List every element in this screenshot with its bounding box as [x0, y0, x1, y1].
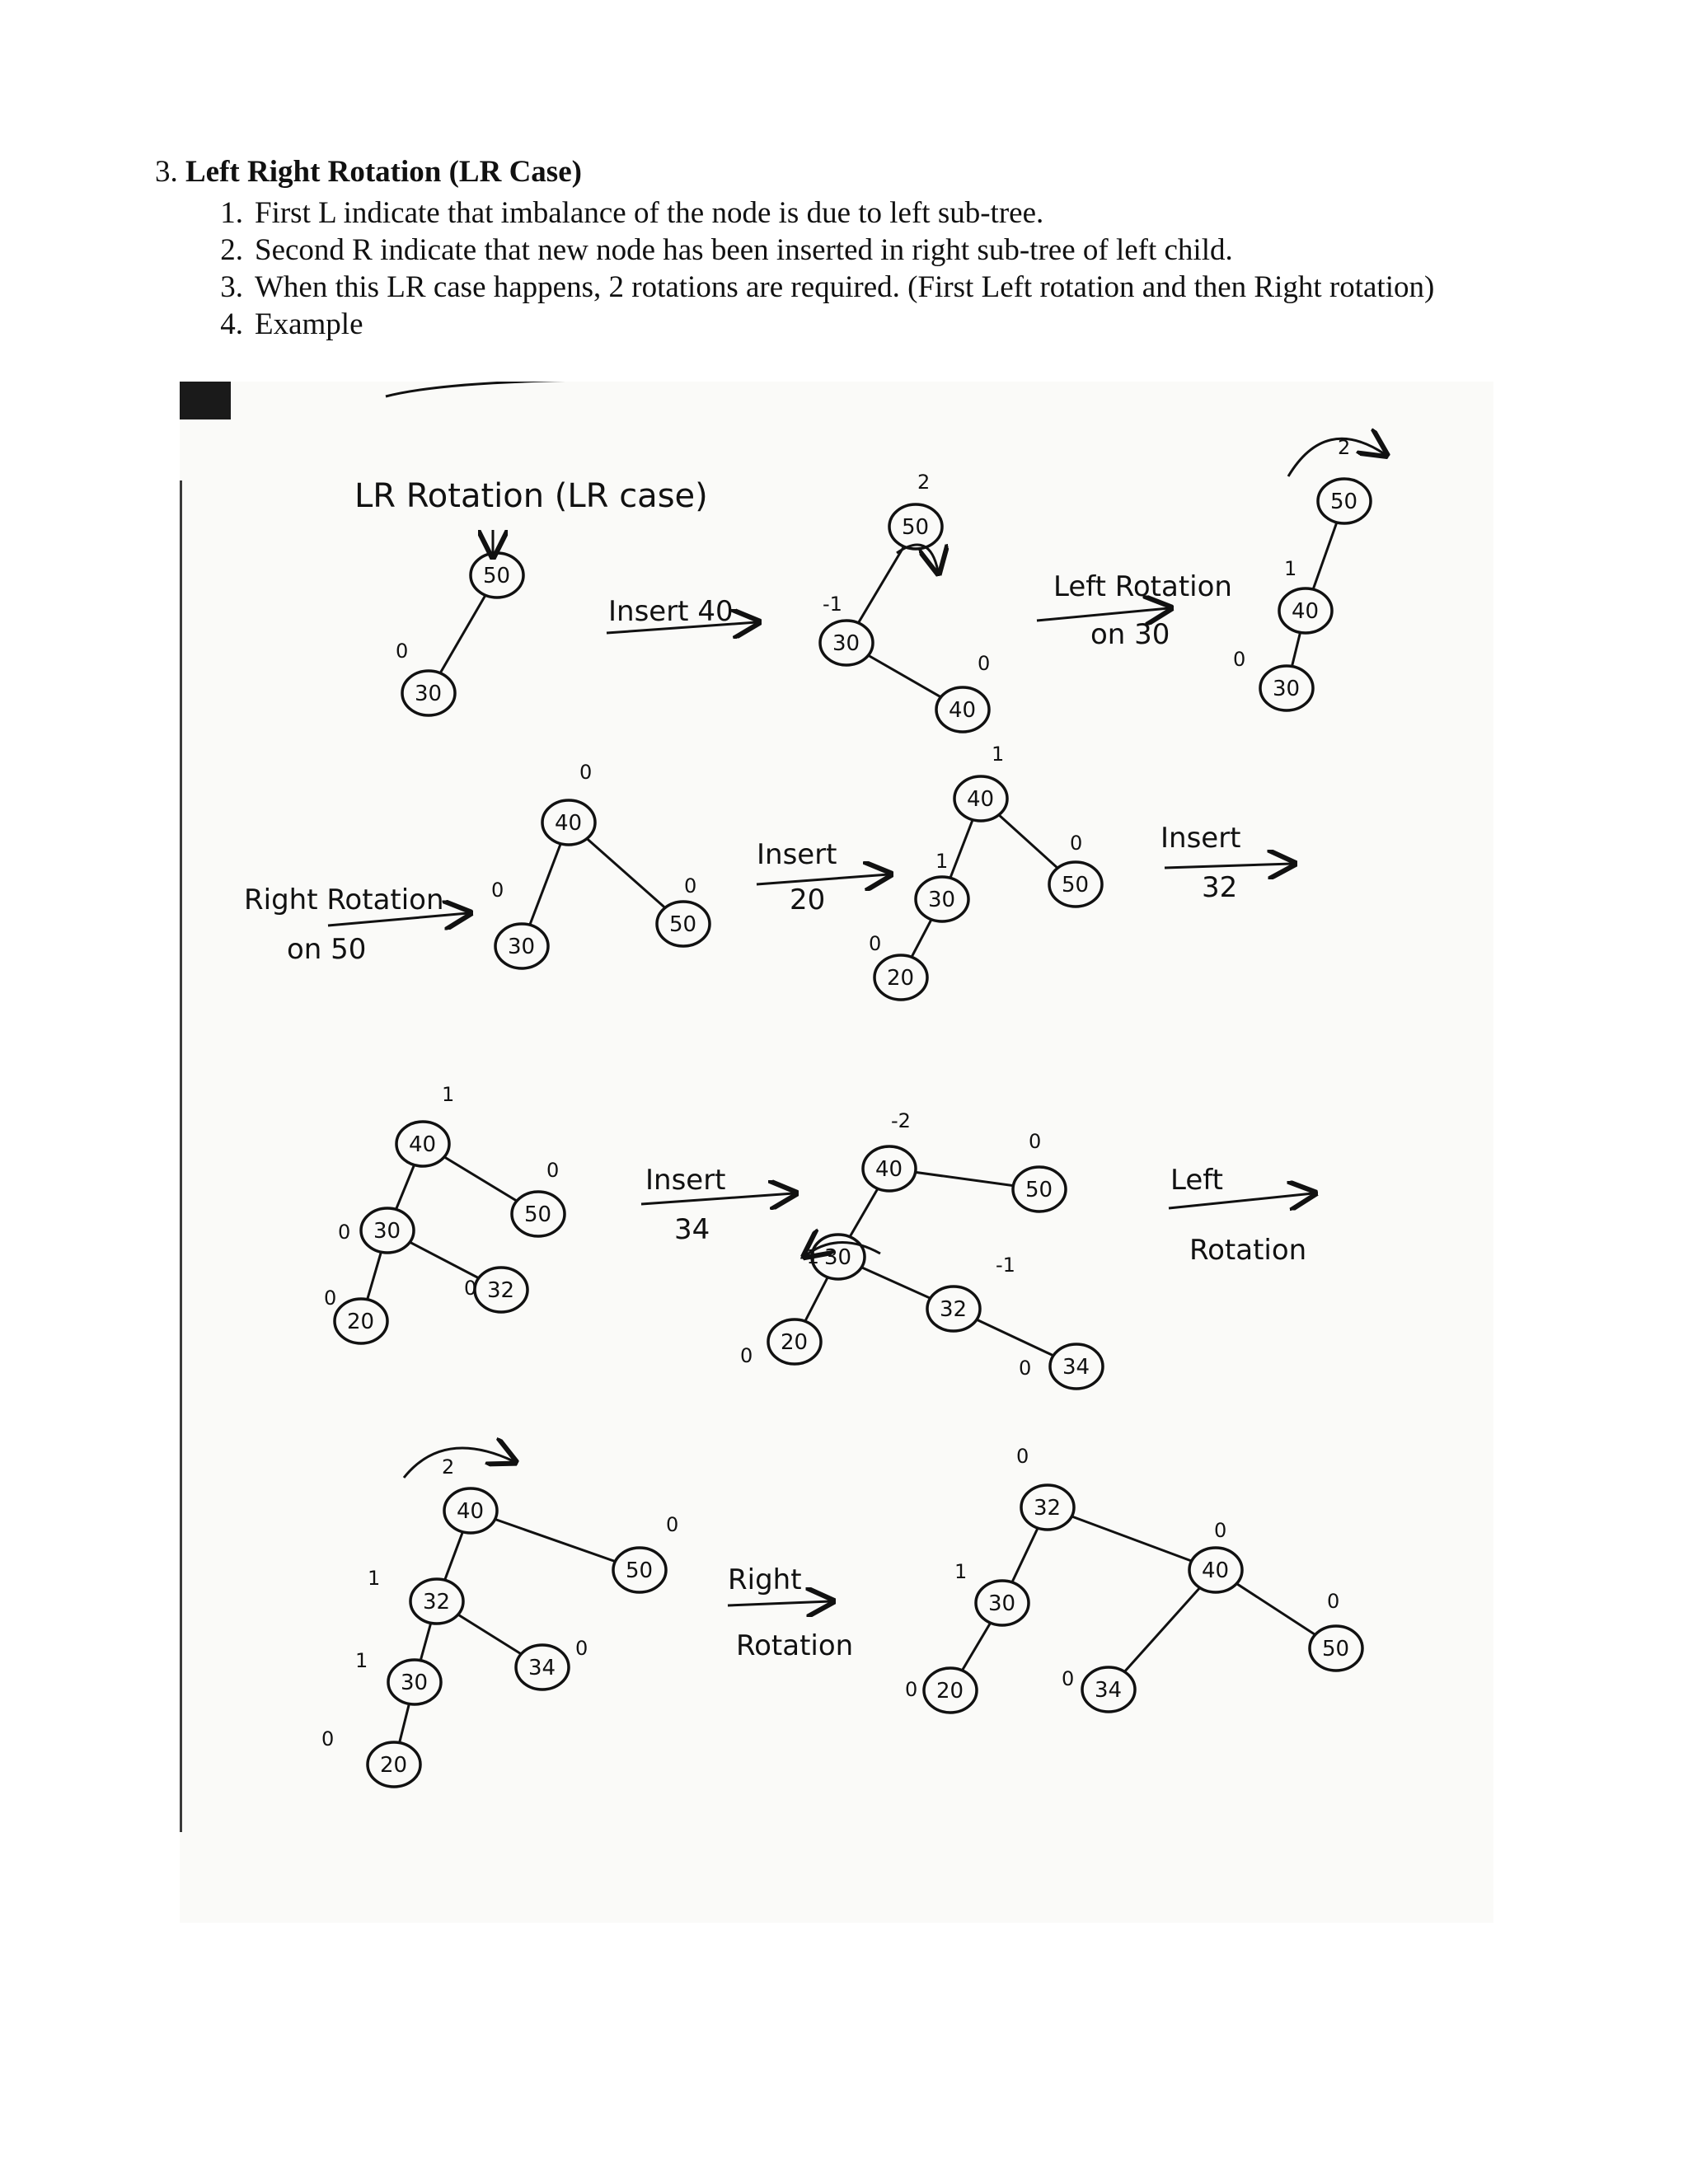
tree-node-value: 40 [555, 811, 583, 836]
operation-label: Insert 40 [608, 595, 734, 628]
section-heading [155, 153, 582, 191]
list-item [200, 232, 1486, 269]
tree-node-value: 20 [347, 1310, 375, 1334]
tree-node-value: 40 [967, 787, 995, 812]
tree-node-value: 34 [528, 1656, 556, 1680]
points-list [200, 194, 1486, 343]
balance-factor: 0 [1016, 1445, 1029, 1468]
list-item [200, 306, 1486, 343]
tree-node-value: 50 [1322, 1637, 1350, 1661]
operation-label: 20 [790, 883, 826, 916]
operation-label: Rotation [1189, 1234, 1307, 1267]
balance-factor: 0 [869, 932, 882, 955]
tree-node-value: 40 [1292, 599, 1320, 624]
operation-label: 32 [1202, 871, 1238, 904]
tree-node-value: 40 [875, 1157, 903, 1182]
avl-diagram [180, 382, 1493, 1923]
tree-node-value: 30 [401, 1671, 429, 1695]
tree-node-value: 32 [423, 1590, 451, 1615]
list-marker: 3. [220, 270, 243, 304]
operation-label: Insert [1160, 822, 1241, 855]
list-text: Second R indicate that new node has been inserted in right sub-tree of left child. [255, 233, 1233, 267]
arrow [1165, 864, 1292, 868]
tree-node-value: 50 [626, 1558, 654, 1583]
tree-node-value: 50 [669, 912, 697, 937]
balance-factor: 1 [954, 1560, 968, 1583]
tree-node-value: 30 [1273, 677, 1301, 701]
tree-node-value: 30 [928, 888, 956, 912]
operation-label: Left [1170, 1164, 1223, 1197]
tree-node-value: 32 [1034, 1496, 1062, 1521]
balance-factor: 0 [575, 1637, 588, 1660]
arrow [728, 1601, 831, 1605]
balance-factor: 2 [1338, 436, 1351, 459]
operation-label: Insert [757, 838, 837, 871]
balance-factor: 0 [579, 761, 593, 784]
tree-node-value: 30 [832, 631, 860, 656]
tree-node-value: 30 [988, 1591, 1016, 1616]
operation-label: Right Rotation [244, 883, 444, 916]
balance-factor: 1 [368, 1567, 381, 1590]
balance-factor: 0 [978, 652, 991, 675]
list-item [200, 194, 1486, 232]
balance-factor: -1 [996, 1254, 1015, 1277]
list-text: When this LR case happens, 2 rotations are required. (First Left rotation and then Right rotation) [255, 270, 1435, 304]
list-text: Example [255, 307, 363, 341]
operation-label: on 30 [1090, 618, 1170, 651]
balance-factor: 1 [355, 1649, 368, 1672]
operation-label: Left Rotation [1053, 570, 1232, 603]
balance-factor: 0 [464, 1277, 477, 1300]
balance-factor: 0 [666, 1513, 679, 1536]
balance-factor: 1 [992, 743, 1005, 766]
operation-label: Right [728, 1563, 802, 1596]
rotation-arrow [404, 1448, 513, 1478]
balance-factor: -2 [891, 1109, 911, 1132]
tree-node-value: 34 [1095, 1678, 1123, 1703]
diagram-title: LR Rotation (LR case) [354, 477, 708, 515]
balance-factor: 1 [1284, 557, 1297, 580]
balance-factor: 0 [321, 1727, 335, 1750]
tree-node-value: 50 [524, 1202, 552, 1227]
operation-label: Insert [645, 1164, 726, 1197]
tree-node-value: 50 [1025, 1178, 1053, 1202]
balance-factor: 1 [442, 1083, 455, 1106]
tree-node-value: 20 [380, 1753, 408, 1778]
balance-factor: -1 [799, 1245, 819, 1268]
balance-factor: 0 [1062, 1667, 1075, 1690]
balance-factor: 2 [442, 1455, 455, 1479]
balance-factor: 0 [740, 1344, 753, 1367]
tree-node-value: 32 [487, 1278, 515, 1303]
list-item [200, 269, 1486, 306]
balance-factor: 2 [917, 471, 931, 494]
balance-factor: 0 [396, 640, 409, 663]
list-marker: 2. [220, 233, 243, 267]
balance-factor: 0 [324, 1286, 337, 1310]
balance-factor: 0 [1327, 1590, 1340, 1613]
list-marker: 4. [220, 307, 243, 341]
balance-factor: 1 [935, 850, 949, 873]
operation-label: on 50 [287, 933, 367, 966]
tree-node-value: 20 [887, 966, 915, 991]
balance-factor: 0 [491, 879, 504, 902]
tree-node-value: 50 [902, 515, 930, 540]
balance-factor: -1 [823, 593, 842, 616]
list-marker: 1. [220, 196, 243, 230]
tree-node-value: 30 [415, 682, 443, 706]
tree-node-value: 30 [824, 1245, 852, 1270]
tree-node-value: 40 [949, 698, 977, 723]
tree-node-value: 40 [409, 1132, 437, 1157]
operation-label: 34 [674, 1213, 710, 1246]
section-title: Left Right Rotation (LR Case) [185, 155, 582, 189]
tree-node-value: 50 [1330, 490, 1358, 514]
balance-factor: 0 [1233, 648, 1246, 671]
tree-node-value: 30 [373, 1219, 401, 1244]
balance-factor: 0 [1029, 1130, 1042, 1153]
balance-factor: 0 [684, 874, 697, 898]
section-number: 3. [155, 155, 178, 189]
tree-node-value: 20 [936, 1679, 964, 1704]
balance-factor: 0 [1070, 832, 1083, 855]
tree-node-value: 34 [1062, 1355, 1090, 1380]
list-text: First L indicate that imbalance of the node is due to left sub-tree. [255, 196, 1044, 230]
balance-factor: 0 [1019, 1357, 1032, 1380]
rotation-arrow [1288, 438, 1385, 476]
balance-factor: 0 [905, 1678, 918, 1701]
tree-node-value: 50 [483, 564, 511, 588]
tree-node-value: 40 [457, 1499, 485, 1524]
tree-node-value: 50 [1062, 873, 1090, 898]
operation-label: Rotation [736, 1629, 854, 1662]
balance-factor: 0 [1214, 1519, 1227, 1542]
balance-factor: 0 [546, 1159, 560, 1182]
tree-node-value: 32 [940, 1297, 968, 1322]
tree-node-value: 30 [508, 935, 536, 959]
balance-factor: 0 [338, 1221, 351, 1244]
handwritten-example-photo [180, 382, 1493, 1923]
tree-node-value: 40 [1202, 1558, 1230, 1583]
tree-node-value: 20 [781, 1330, 809, 1355]
